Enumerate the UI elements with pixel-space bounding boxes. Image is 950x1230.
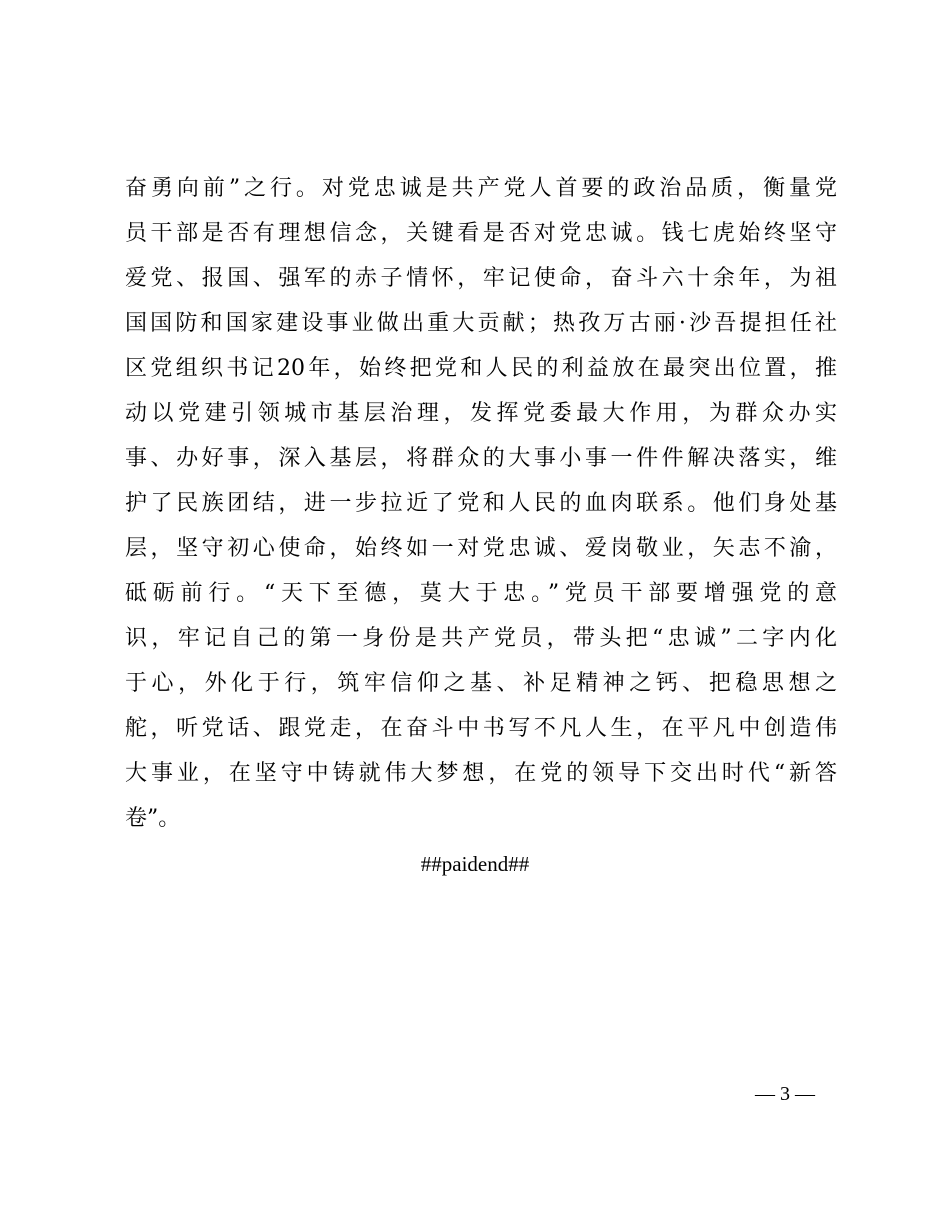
body-paragraph [125, 166, 837, 841]
paragraph-line: 识，牢记自己的第一身份是共产党员，带头把“忠诚”二字内化 [125, 626, 837, 651]
paragraph-line: 舵，听党话、跟党走，在奋斗中书写不凡人生，在平凡中创造伟 [125, 716, 837, 741]
end-marker: ##paidend## [420, 852, 530, 876]
paragraph-line: 动以党建引领城市基层治理，发挥党委最大作用，为群众办实 [125, 401, 837, 426]
paragraph-line: 事、办好事，深入基层，将群众的大事小事一件件解决落实，维 [125, 446, 837, 471]
paragraph-line: 奋勇向前”之行。对党忠诚是共产党人首要的政治品质，衡量党 [125, 176, 837, 201]
paragraph-line: 大事业，在坚守中铸就伟大梦想，在党的领导下交出时代“新答 [125, 761, 837, 786]
paragraph-line: 层，坚守初心使命，始终如一对党忠诚、爱岗敬业，矢志不渝， [125, 536, 837, 561]
paragraph-line: 国国防和国家建设事业做出重大贡献；热孜万古丽·沙吾提担任社 [125, 311, 837, 336]
paragraph-line: 砥砺前行。“天下至德，莫大于忠。”党员干部要增强党的意 [125, 581, 837, 606]
paragraph-line: 员干部是否有理想信念，关键看是否对党忠诚。钱七虎始终坚守 [125, 221, 837, 246]
page-number: — 3 — [755, 1083, 815, 1105]
paragraph-line-last: 卷”。 [125, 806, 181, 831]
paragraph-line: 护了民族团结，进一步拉近了党和人民的血肉联系。他们身处基 [125, 491, 837, 516]
paragraph-line: 于心，外化于行，筑牢信仰之基、补足精神之钙、把稳思想之 [125, 671, 837, 696]
paragraph-line: 区党组织书记20年，始终把党和人民的利益放在最突出位置，推 [125, 356, 837, 381]
paragraph-line: 爱党、报国、强军的赤子情怀，牢记使命，奋斗六十余年，为祖 [125, 266, 837, 291]
